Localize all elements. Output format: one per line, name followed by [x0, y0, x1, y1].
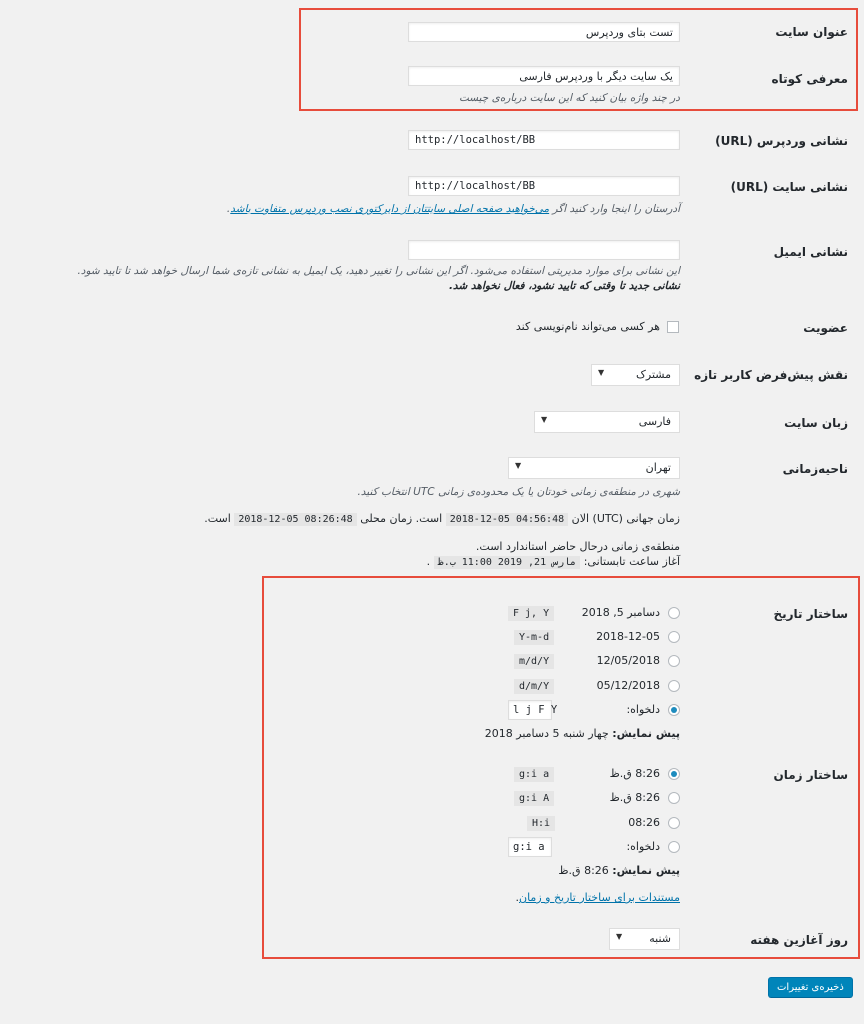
date-preview-label: پیش نمایش: [612, 727, 680, 740]
date-format-radio-3[interactable] [668, 655, 680, 667]
tagline-label: معرفی کوتاه [771, 72, 848, 86]
time-format-code-3: H:i [527, 816, 555, 831]
time-format-radio-1[interactable] [668, 768, 680, 780]
date-format-code-3: m/d/Y [514, 654, 554, 669]
timezone-utc-line [204, 512, 680, 526]
timezone-dst-line [427, 555, 680, 569]
utc-prefix: زمان جهانی (UTC) الان [571, 512, 680, 525]
date-format-option-2: 2018-12-05 [596, 630, 660, 643]
site-url-description [227, 203, 680, 215]
wp-url-label: نشانی وردپرس (URL) [715, 134, 848, 148]
time-format-custom-input[interactable]: g:i a [508, 837, 552, 857]
time-format-radio-3[interactable] [668, 817, 680, 829]
week-start-value: شنبه [649, 932, 671, 945]
time-format-radio-custom[interactable] [668, 841, 680, 853]
timezone-description: شهری در منطقه‌ی زمانی خودتان یا یک محدوده‌ی زمانی UTC انتخاب کنید. [357, 486, 680, 498]
date-format-custom-input[interactable]: l j F Y [508, 700, 552, 720]
email-input[interactable] [408, 240, 680, 260]
dst-value: مارس 21, 2019 11:00 ب.ظ [434, 556, 581, 569]
date-preview-value: چهار شنبه 5 دسامبر 2018 [484, 727, 609, 740]
site-language-value: فارسی [638, 415, 671, 428]
date-format-custom-label: دلخواه: [626, 703, 660, 716]
site-url-help-link[interactable]: می‌خواهید صفحه اصلی سایتتان از دایرکتوری نصب وردپرس متفاوت باشد [230, 203, 550, 215]
membership-checkbox[interactable] [667, 321, 679, 333]
local-prefix: است. زمان محلی [360, 512, 443, 525]
site-language-select[interactable] [534, 411, 680, 433]
email-warning: نشانی جدید تا وقتی که تایید نشود، فعال نخواهد شد. [448, 280, 680, 292]
site-title-label: عنوان سایت [775, 25, 848, 39]
date-format-radio-2[interactable] [668, 631, 680, 643]
time-format-code-2: g:i A [514, 791, 554, 806]
timezone-value: تهران [645, 461, 671, 474]
time-format-option-3: 08:26 [628, 816, 660, 829]
date-time-docs [516, 891, 681, 904]
site-language-label: زبان سایت [784, 416, 848, 430]
date-format-preview [485, 727, 680, 740]
dst-suffix: . [426, 555, 431, 568]
timezone-standard-text: منطقه‌ی زمانی درحال حاضر استاندارد است. [475, 540, 680, 553]
tagline-input[interactable]: یک سایت دیگر با وردپرس فارسی [408, 66, 680, 86]
date-format-option-4: 05/12/2018 [596, 679, 660, 692]
date-format-code-4: d/m/Y [514, 679, 554, 694]
timezone-label: ناحیه‌زمانی [782, 462, 848, 476]
membership-label: عضویت [803, 321, 848, 335]
time-format-preview [558, 864, 680, 877]
default-role-label: نقش پیش‌فرض کاربر تازه [694, 368, 848, 382]
date-format-radio-1[interactable] [668, 607, 680, 619]
date-format-code-2: Y-m-d [514, 630, 554, 645]
week-start-label: روز آغازین هفته [750, 933, 848, 947]
chevron-down-icon: ▼ [616, 932, 623, 941]
site-url-input[interactable]: http://localhost/BB [408, 176, 680, 196]
timezone-select[interactable] [508, 457, 680, 479]
time-format-option-2: 8:26 ق.ظ [609, 791, 660, 804]
save-button[interactable]: ذخیره‌ی تغییرات [768, 977, 853, 998]
time-format-label: ساختار زمان [773, 768, 848, 782]
site-title-input[interactable]: تست بتای وردپرس [408, 22, 680, 42]
time-preview-label: پیش نمایش: [612, 864, 680, 877]
date-format-option-3: 12/05/2018 [596, 654, 660, 667]
email-description: این نشانی برای موارد مدیریتی استفاده می‌شود. اگر این نشانی را تغییر دهید، یک ایمیل به نشانی تازه‌ی شما ارسال خواهد شد تا تایید شود. [77, 265, 680, 277]
date-format-radio-custom[interactable] [668, 704, 680, 716]
chevron-down-icon: ▼ [598, 368, 605, 377]
wp-url-input[interactable]: http://localhost/BB [408, 130, 680, 150]
date-format-option-1: دسامبر 5, 2018 [581, 606, 660, 619]
tagline-description: در چند واژه بیان کنید که این سایت درباره‌ی چیست [458, 92, 680, 104]
time-preview-value: 8:26 ق.ظ [558, 864, 609, 877]
default-role-value: مشترک [636, 368, 671, 381]
dst-prefix: آغاز ساعت تابستانی: [583, 555, 680, 568]
date-format-code-1: F j, Y [508, 606, 554, 621]
email-label: نشانی ایمیل [773, 245, 848, 259]
time-format-option-1: 8:26 ق.ظ [609, 767, 660, 780]
site-url-label: نشانی سایت (URL) [730, 180, 848, 194]
date-format-label: ساختار تاریخ [773, 607, 848, 621]
site-url-description-suffix: . [226, 203, 231, 215]
week-start-select[interactable] [609, 928, 680, 950]
time-format-code-1: g:i a [514, 767, 554, 782]
time-format-custom-label: دلخواه: [626, 840, 660, 853]
local-time-value: 2018-12-05 08:26:48 [234, 513, 356, 526]
membership-checkbox-label: هر کسی می‌تواند نام‌نویسی کند [515, 320, 660, 333]
date-time-docs-suffix: . [515, 891, 519, 904]
default-role-select[interactable] [591, 364, 680, 386]
date-time-docs-link[interactable]: مستندات برای ساختار تاریخ و زمان [519, 891, 680, 904]
time-format-radio-2[interactable] [668, 792, 680, 804]
utc-time-value: 2018-12-05 04:56:48 [446, 513, 568, 526]
local-suffix: است. [204, 512, 231, 525]
site-url-description-prefix: آدرستان را اینجا وارد کنید اگر [552, 203, 680, 215]
chevron-down-icon: ▼ [515, 461, 522, 470]
date-format-radio-4[interactable] [668, 680, 680, 692]
chevron-down-icon: ▼ [541, 415, 548, 424]
